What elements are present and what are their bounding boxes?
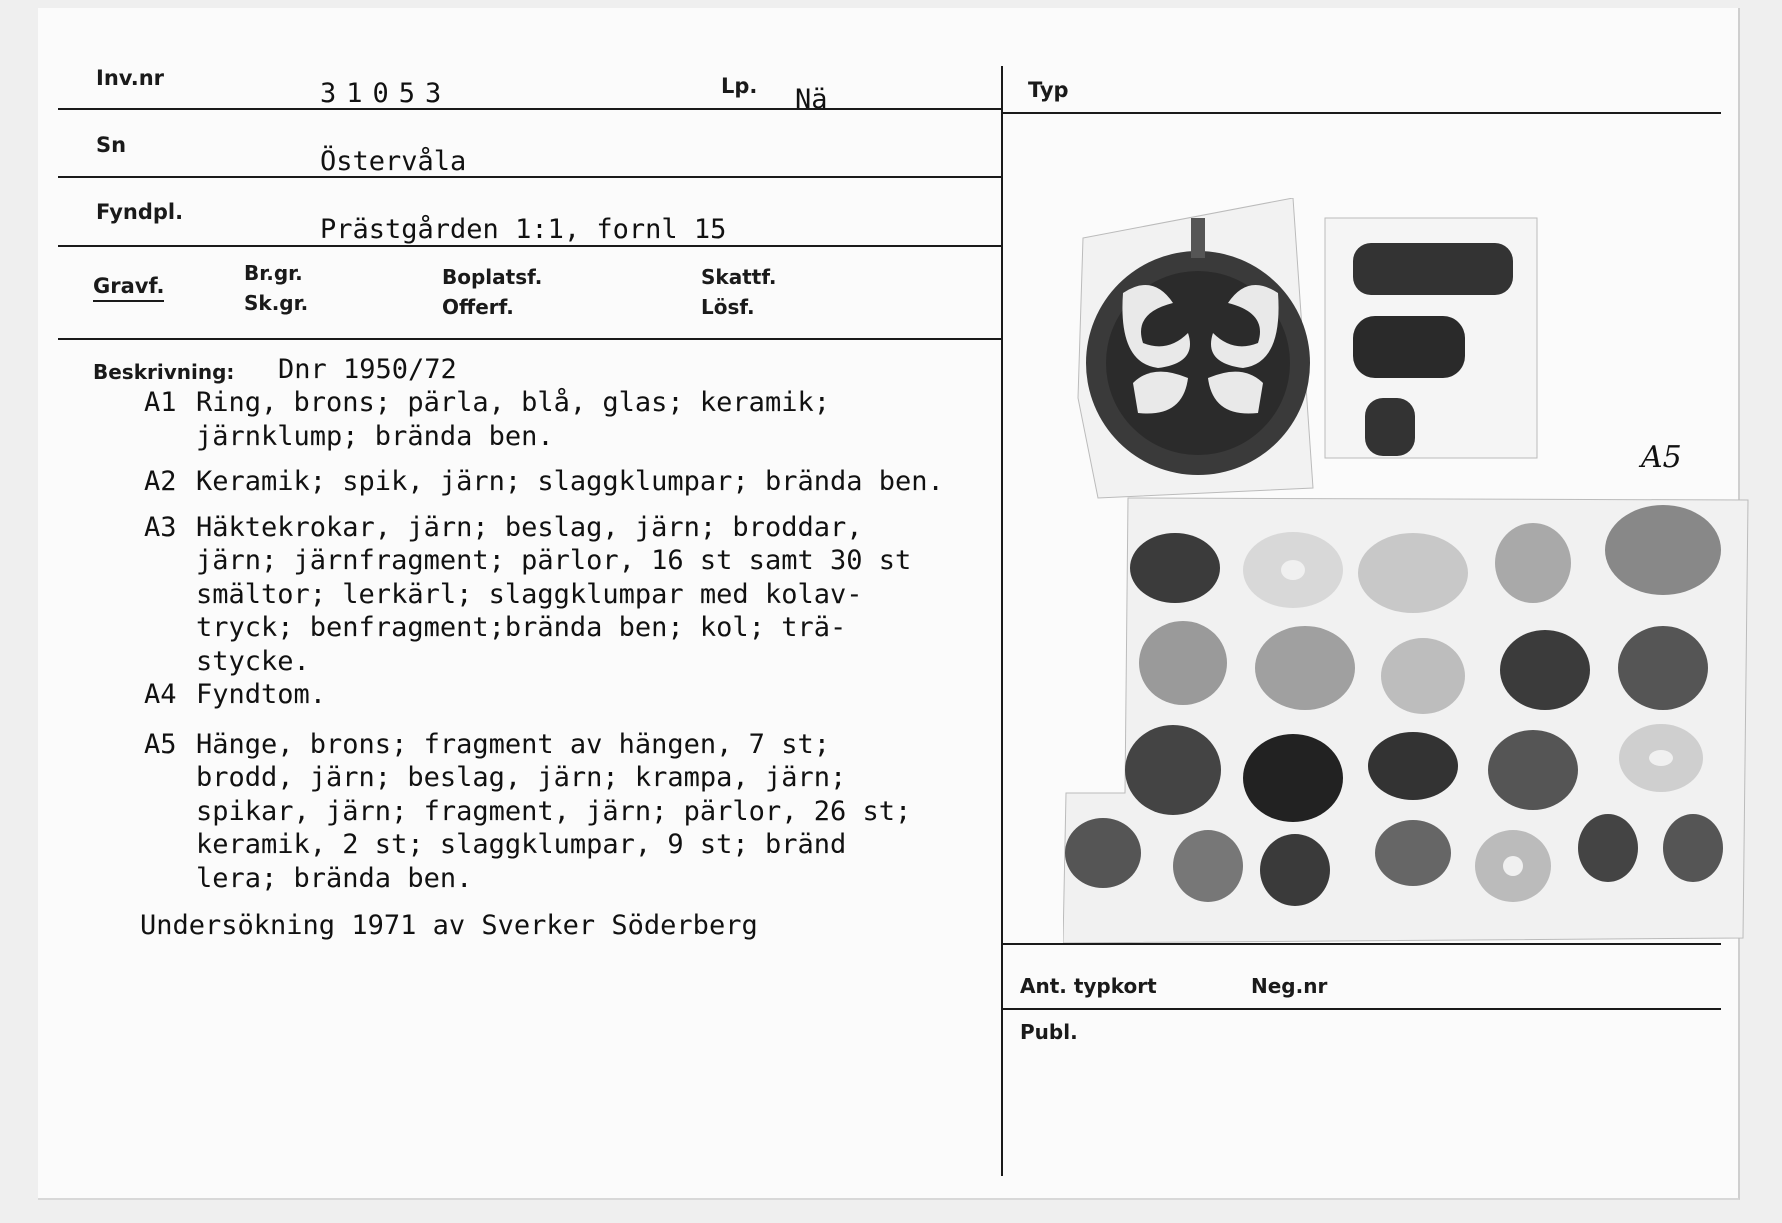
entry-line: brodd, järn; beslag, järn; krampa, järn; [196, 762, 847, 793]
entry-line: Hänge, brons; fragment av hängen, 7 st; [196, 728, 830, 760]
catalogue-card [38, 8, 1740, 1200]
artifact-photo [1063, 198, 1753, 958]
rule-fyndpl [58, 245, 1003, 247]
entry-line: järn; järnfragment; pärlor, 16 st samt 30 st [196, 545, 912, 576]
losf-label: Lösf. [701, 295, 755, 319]
beskrivning-label: Beskrivning: [93, 360, 235, 384]
entry-code: A3 [144, 511, 177, 543]
artifact-photo-svg [1063, 198, 1753, 958]
entry-line: keramik, 2 st; slaggklumpar, 9 st; bränd [196, 829, 847, 860]
rule-gravf [58, 338, 1003, 340]
entry-a5 [144, 728, 1024, 896]
entry-code: A1 [144, 387, 177, 418]
entry-line: Fyndtom. [196, 679, 327, 710]
rule-publ [1003, 1008, 1721, 1010]
rule-sn [58, 176, 1003, 178]
entry-a1 [144, 386, 1024, 453]
offerf-label: Offerf. [442, 295, 514, 319]
rule-typkort-top [1003, 943, 1721, 945]
publ-label: Publ. [1020, 1020, 1078, 1044]
entry-line: Keramik; spik, järn; slaggklumpar; brända ben. [196, 466, 944, 497]
ant-typkort-label: Ant. typkort [1020, 974, 1157, 998]
entry-line: Häktekrokar, järn; beslag, järn; broddar, [196, 511, 863, 543]
entry-code: A4 [144, 679, 177, 710]
entry-line: stycke. [196, 645, 310, 677]
brgr-label: Br.gr. [244, 261, 303, 285]
rule-typ [1003, 112, 1721, 114]
rule-inv [58, 108, 1003, 110]
inv-nr-value: 31053 [320, 78, 452, 109]
entry-line: järnklump; brända ben. [196, 420, 554, 452]
entry-line: lera; brända ben. [196, 862, 473, 894]
entry-code: A2 [144, 466, 177, 497]
lp-value: Nä [795, 84, 828, 115]
boplatsf-label: Boplatsf. [442, 265, 543, 289]
entry-a2 [144, 465, 1024, 499]
entry-line: spikar, järn; fragment, järn; pärlor, 26 st; [196, 795, 912, 827]
skattf-label: Skattf. [701, 265, 777, 289]
skgr-label: Sk.gr. [244, 291, 309, 315]
undersokning-text: Undersökning 1971 av Sverker Söderberg [140, 910, 758, 941]
entry-line: Ring, brons; pärla, blå, glas; keramik; [196, 387, 830, 418]
description-block [140, 386, 1024, 943]
typ-label: Typ [1028, 78, 1069, 102]
entry-line: tryck; benfragment;brända ben; kol; trä- [196, 612, 847, 643]
photo-handwritten-label: A5 [1641, 440, 1682, 475]
entry-a4 [144, 678, 1024, 712]
fyndpl-label: Fyndpl. [96, 200, 184, 224]
lp-label: Lp. [721, 74, 758, 98]
dnr-value: Dnr 1950/72 [278, 354, 457, 385]
fyndpl-value: Prästgården 1:1, fornl 15 [320, 214, 727, 245]
entry-a3 [144, 511, 1024, 679]
sn-value: Östervåla [320, 146, 467, 177]
inv-nr-label: Inv.nr [96, 66, 165, 90]
entry-line: smältor; lerkärl; slaggklumpar med kolav- [196, 578, 863, 610]
sn-label: Sn [96, 133, 127, 157]
neg-nr-label: Neg.nr [1251, 974, 1328, 998]
entry-code: A5 [144, 728, 177, 760]
gravf-label: Gravf. [93, 274, 164, 302]
